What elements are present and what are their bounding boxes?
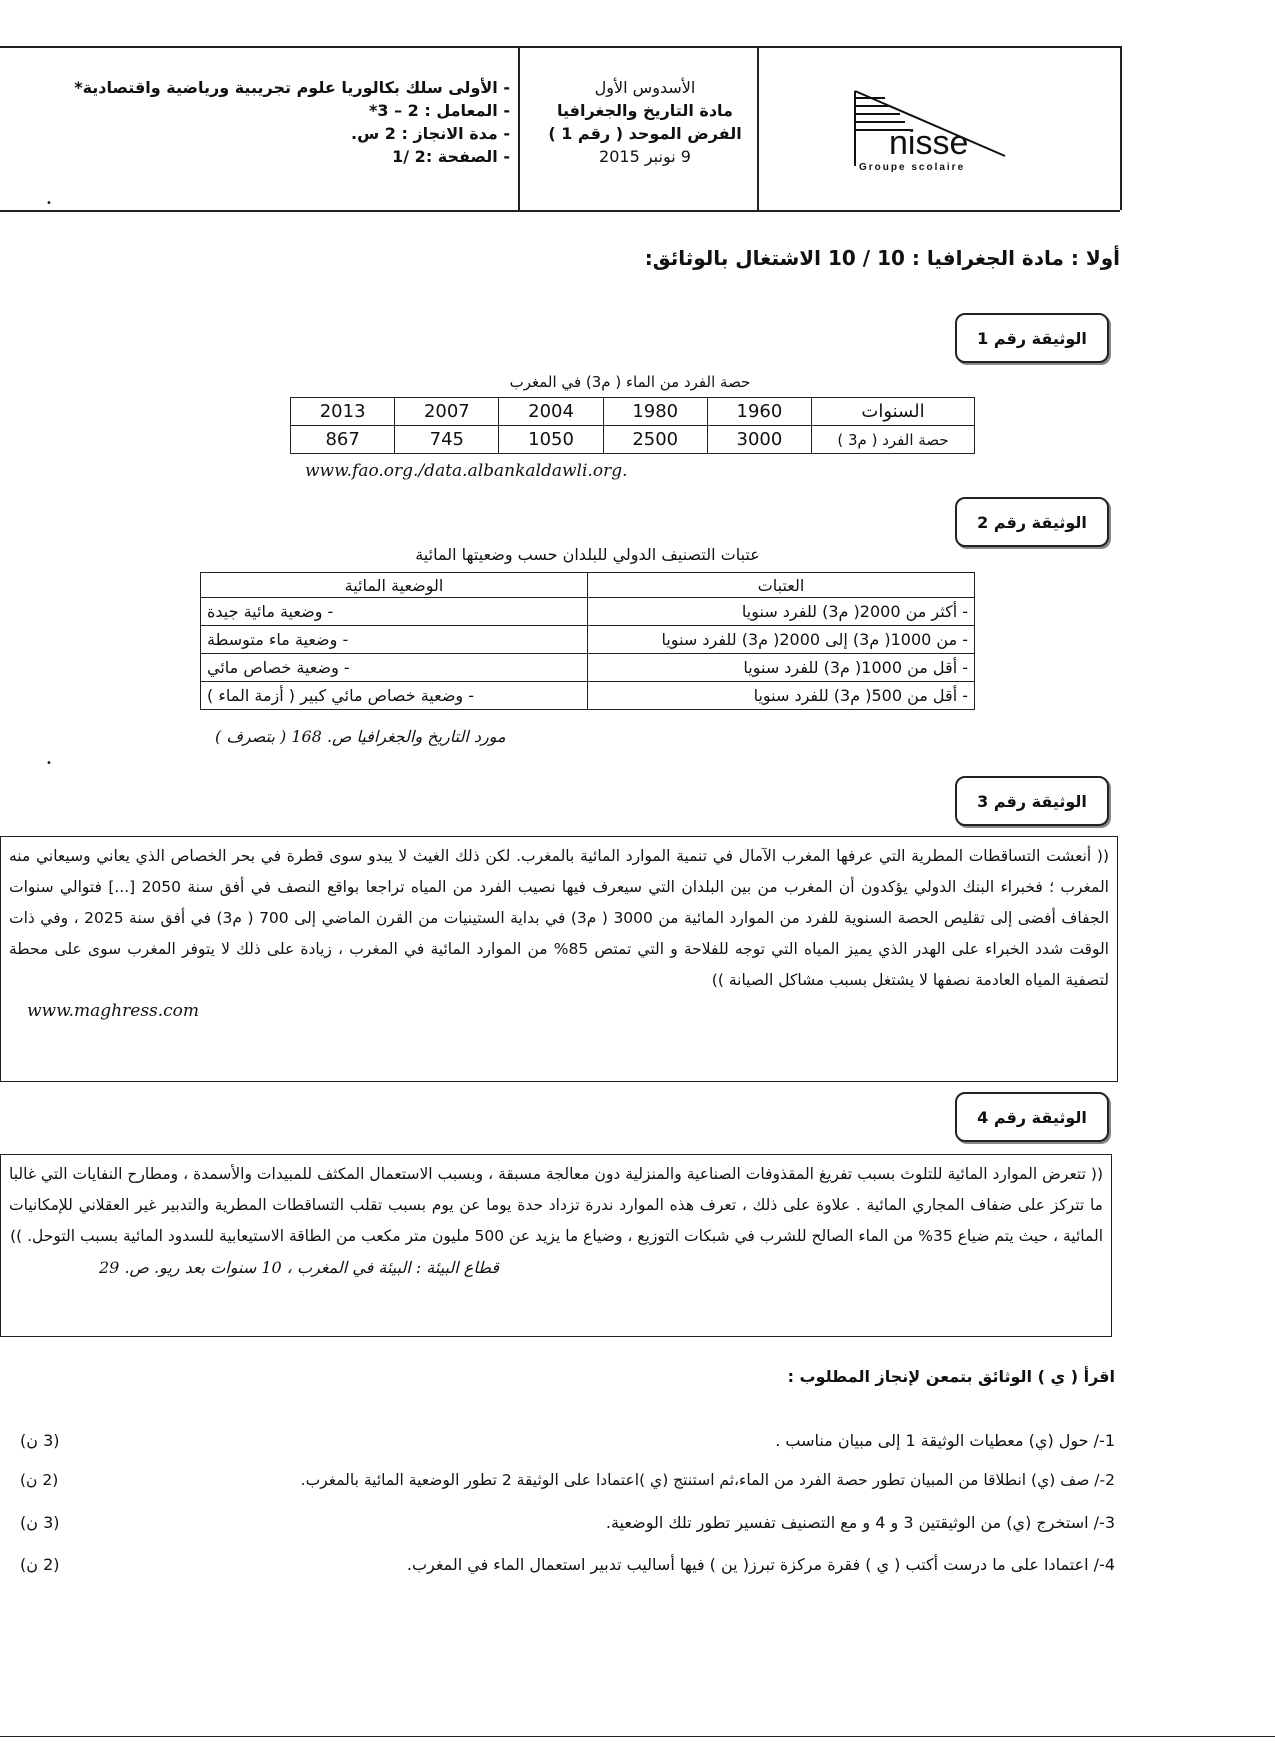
table-row (201, 682, 975, 710)
doc3-label: الوثيقة رقم 3 (955, 776, 1109, 826)
stray-dot: • (46, 758, 52, 769)
question-3 (20, 1508, 1115, 1536)
doc1-label: الوثيقة رقم 1 (955, 313, 1109, 363)
doc4-text: (( تتعرض الموارد المائية للتلوث بسبب تفريغ المقذوفات الصناعية والمنزلية دون معالجة مسبقة ، وبسبب الاستعمال المكثف للمبيدات والأسمدة ، ومطارح النفايات التي غالبا ما تتركز على ضفاف المجاري المائية . علاوة على ذلك ، تعرف هذه الموارد ندرة تزداد حدة يوما عن يوم بسبب تقلب التساقطات المطرية والتدبير غير العقلاني للإمكانيات المائية ، حيث يتم ضياع 35% من الماء الصالح للشرب في شبكات التوزيع ، وضياع ما يزيد عن 500 مليون متر مكعب من الطاقة الاستيعابية للسدود المائية بسبب التوحل. )) (9, 1165, 1103, 1245)
header-top-border (0, 46, 1120, 48)
date-line: 9 نونبر 2015 (599, 147, 691, 166)
table-cell: 1960 (707, 398, 811, 426)
question-text: 4-/ اعتمادا على ما درست أكتب ( ي ) فقرة مركزة تبرز( ين ) فيها أساليب تدبير استعمال الماء في المغرب. (406, 1554, 1115, 1574)
question-points: (3 ن) (20, 1512, 60, 1532)
questions-title: اقرأ ( ي ) الوثائق بتمعن لإنجاز المطلوب : (787, 1367, 1115, 1386)
doc4-source: قطاع البيئة : البيئة في المغرب ، 10 سنوات بعد ريو. ص. 29 (99, 1258, 499, 1277)
doc2-table (200, 572, 975, 710)
doc1-caption: حصة الفرد من الماء ( م3) في المغرب (509, 373, 751, 391)
header-divider-right (757, 46, 759, 210)
table-cell: - وضعية مائية جيدة (201, 598, 588, 626)
doc1-table (290, 397, 975, 454)
doc3-textbox (0, 836, 1118, 1082)
coefficient-line: - المعامل : 2 – 3* (369, 101, 510, 120)
school-logo (845, 86, 1020, 176)
question-text: 3-/ استخرج (ي) من الوثيقتين 3 و 4 و مع التصنيف تفسير تطور تلك الوضعية. (605, 1512, 1115, 1532)
table-cell: 2500 (603, 426, 707, 454)
question-text: 1-/ حول (ي) معطيات الوثيقة 1 إلى مبيان مناسب . (775, 1430, 1115, 1450)
table-cell: - من 1000( م3) إلى 2000( م3) للفرد سنويا (588, 626, 975, 654)
question-1 (20, 1426, 1115, 1454)
header-divider-left (518, 46, 520, 210)
table-row (201, 626, 975, 654)
table-cell: 3000 (707, 426, 811, 454)
table-cell: - وضعية خصاص مائي كبير ( أزمة الماء ) (201, 682, 588, 710)
doc3-source: www.maghress.com (27, 1001, 200, 1021)
doc2-caption: عتبات التصنيف الدولي للبلدان حسب وضعيتها المائية (415, 545, 760, 564)
table-cell: - أقل من 1000( م3) للفرد سنويا (588, 654, 975, 682)
table-row (201, 573, 975, 598)
table-row (201, 654, 975, 682)
logo-text: nisse (889, 124, 969, 162)
subject-line: مادة التاريخ والجغرافيا (557, 101, 733, 120)
doc3-text: (( أنعشت التساقطات المطرية التي عرفها المغرب الآمال في تنمية الموارد المائية بالمغرب. لكن ذلك الغيث لا يبدو سوى قطرة في بحر الخصاص الذي يعاني وسيعاني منه المغرب ؛ فخبراء البنك الدولي يؤكدون أن المغرب من بين البلدان التي سيعرف فيها نصيب الفرد من المياه تراجعا بواقع النصف في أفق سنة 2050 [...] فتوالي سنوات الجفاف أفضى إلى تقليص الحصة السنوية للفرد من الموارد المائية من 3000 ( م3) في بداية الستينيات من القرن الماضي إلى 700 ( م3) في أفق سنة 2025 ، وفي ذات الوقت شدد الخبراء على الهدر الذي يميز المياه التي توجه للفلاحة و التي تمتص 85% من الموارد المائية في المغرب ، زيادة على ذلك لا يتوفر المغرب سوى على محطة لتصفية المياه العادمة نصفها لا يشتغل بسبب مشاكل الصيانة )) (9, 847, 1110, 989)
header-subject-info (540, 76, 750, 168)
table-cell: 867 (291, 426, 395, 454)
exam-line: الفرض الموحد ( رقم 1 ) (548, 124, 742, 143)
question-points: (2 ن) (20, 1471, 59, 1489)
table-row (291, 398, 975, 426)
table-cell: 745 (395, 426, 499, 454)
table-cell: السنوات (812, 398, 975, 426)
page-line: - الصفحة :2 /1 (392, 147, 510, 166)
table-row (201, 598, 975, 626)
header-exam-info (40, 76, 510, 168)
table-cell: 2004 (499, 398, 603, 426)
header-right-border (1120, 46, 1122, 210)
question-text: 2-/ صف (ي) انطلاقا من المبيان تطور حصة الفرد من الماء،ثم استنتج (ي )اعتمادا على الوثيقة 2 تطور الوضعية المائية بالمغرب. (300, 1471, 1115, 1489)
duration-line: - مدة الانجاز : 2 س. (351, 124, 510, 143)
table-cell: 2013 (291, 398, 395, 426)
question-points: (3 ن) (20, 1430, 60, 1450)
table-cell: الوضعية المائية (201, 573, 588, 598)
section-title: أولا : مادة الجغرافيا : 10 / 10 الاشتغال بالوثائق: (644, 246, 1120, 270)
table-cell: - أقل من 500( م3) للفرد سنويا (588, 682, 975, 710)
semester-line: الأسدوس الأول (594, 78, 696, 97)
table-cell: 2007 (395, 398, 499, 426)
doc4-textbox (0, 1154, 1112, 1337)
table-cell: 1050 (499, 426, 603, 454)
table-cell: حصة الفرد ( م3 ) (812, 426, 975, 454)
question-points: (2 ن) (20, 1554, 60, 1574)
level-line: - الأولى سلك بكالوريا علوم تجريبية ورياضية واقتصادية* (74, 78, 510, 97)
table-cell: - أكثر من 2000( م3) للفرد سنويا (588, 598, 975, 626)
page-bottom-border (0, 1736, 1275, 1737)
table-cell: - وضعية ماء متوسطة (201, 626, 588, 654)
doc2-source: مورد التاريخ والجغرافيا ص. 168 ( بتصرف ) (215, 727, 506, 746)
logo-subtitle: Groupe scolaire (859, 162, 966, 173)
question-4 (20, 1550, 1115, 1578)
table-row (291, 426, 975, 454)
header-bottom-border (0, 210, 1120, 212)
question-2 (20, 1466, 1115, 1494)
table-cell: - وضعية خصاص مائي (201, 654, 588, 682)
table-cell: العتبات (588, 573, 975, 598)
doc2-label: الوثيقة رقم 2 (955, 497, 1109, 547)
doc1-source: www.fao.org./data.albankaldawli.org. (305, 461, 628, 481)
stray-dot: • (46, 198, 52, 209)
doc4-label: الوثيقة رقم 4 (955, 1092, 1109, 1142)
table-cell: 1980 (603, 398, 707, 426)
